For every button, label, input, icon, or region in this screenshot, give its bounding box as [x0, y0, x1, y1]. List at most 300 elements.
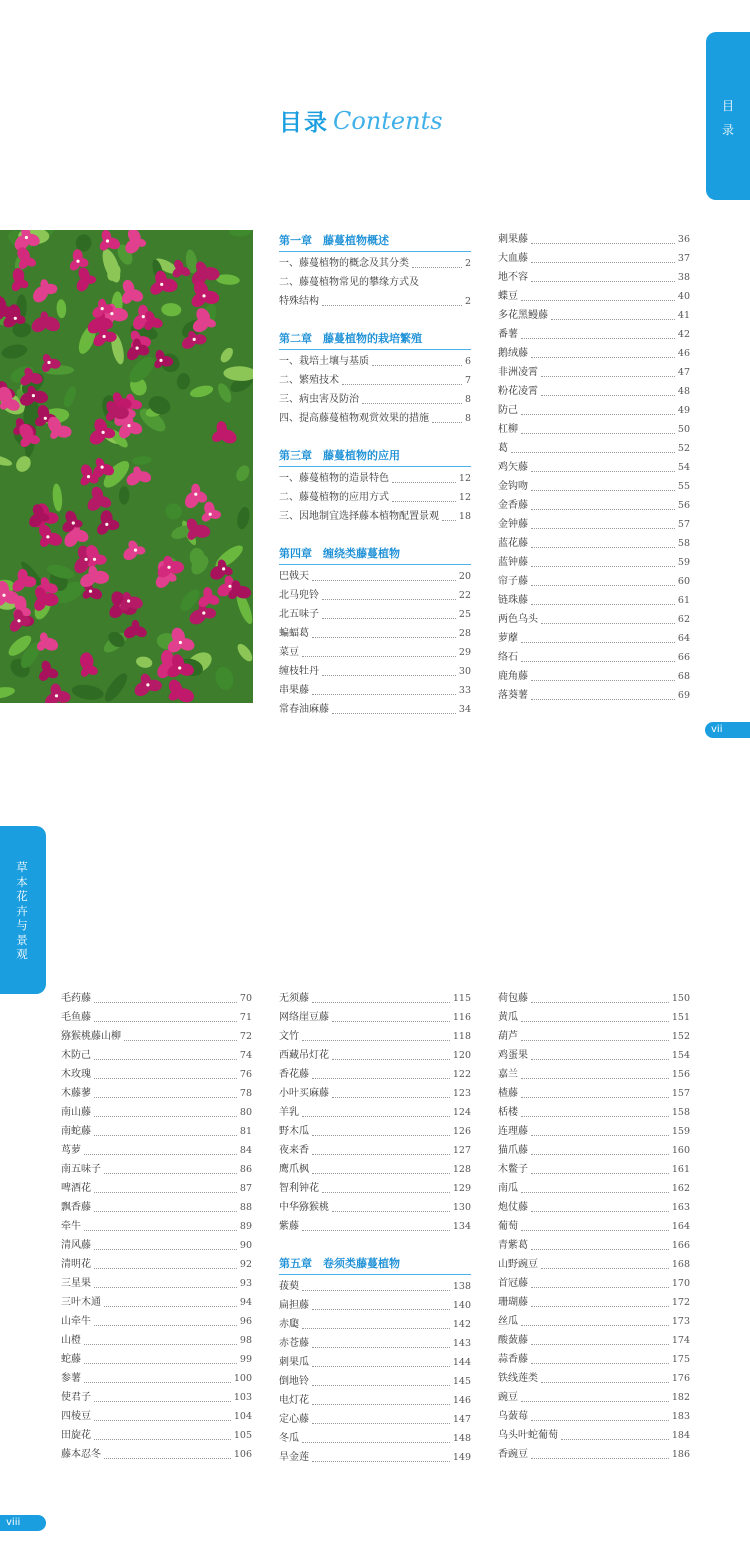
toc-entry[interactable] [498, 667, 690, 686]
toc-entry[interactable] [61, 1008, 252, 1027]
toc-entry[interactable] [498, 1350, 690, 1369]
entry-page-number: 170 [671, 1278, 690, 1289]
entry-page-number: 68 [677, 671, 690, 682]
toc-entry[interactable] [498, 1103, 690, 1122]
chapter-heading[interactable]: 第四章 缠绕类藤蔓植物 [279, 543, 471, 565]
dot-leader [521, 1078, 669, 1079]
toc-entry[interactable] [498, 230, 690, 249]
toc-entry[interactable] [61, 1331, 252, 1350]
toc-entry[interactable] [279, 409, 471, 428]
entry-title: 网络崖豆藤 [279, 1012, 329, 1023]
toc-entry[interactable] [498, 382, 690, 401]
entry-page-number: 88 [239, 1202, 252, 1213]
toc-entry[interactable] [61, 1255, 252, 1274]
entry-page-number: 18 [458, 511, 471, 522]
dot-leader [541, 376, 675, 377]
entry-title: 小叶买麻藤 [279, 1088, 329, 1099]
dot-leader [94, 1420, 231, 1421]
toc-entry[interactable] [498, 249, 690, 268]
entry-page-number: 148 [452, 1433, 471, 1444]
entry-title: 栝楼 [498, 1107, 518, 1118]
chapter-heading[interactable]: 第五章 卷须类藤蔓植物 [279, 1253, 471, 1275]
entry-page-number: 150 [671, 993, 690, 1004]
toc-entry[interactable] [498, 1217, 690, 1236]
dot-leader [312, 1078, 450, 1079]
toc-entry[interactable] [279, 1160, 471, 1179]
page-number-right: vii [705, 722, 750, 738]
entry-title: 二、藤蔓植物常见的攀缘方式及 [279, 277, 419, 288]
entry-page-number: 2 [464, 296, 471, 307]
toc-entry[interactable] [498, 401, 690, 420]
toc-entry[interactable] [279, 662, 471, 681]
toc-entry[interactable] [61, 1046, 252, 1065]
toc-entry[interactable] [279, 1353, 471, 1372]
entry-page-number: 74 [239, 1050, 252, 1061]
entry-title: 萝藦 [498, 633, 518, 644]
entry-title: 葛 [498, 443, 508, 454]
toc-entry[interactable] [279, 605, 471, 624]
title-chinese: 目录 [279, 110, 329, 136]
toc-entry[interactable] [61, 1179, 252, 1198]
entry-title: 连理藤 [498, 1126, 528, 1137]
toc-entry[interactable] [279, 469, 471, 488]
entry-page-number: 57 [677, 519, 690, 530]
entry-page-number: 81 [239, 1126, 252, 1137]
toc-entry[interactable] [498, 1312, 690, 1331]
toc-column-top-left [279, 230, 471, 719]
dot-leader [531, 490, 675, 491]
entry-title: 楂藤 [498, 1088, 518, 1099]
entry-page-number: 78 [239, 1088, 252, 1099]
entry-title: 使君子 [61, 1392, 91, 1403]
toc-entry[interactable] [279, 586, 471, 605]
toc-entry[interactable] [498, 325, 690, 344]
toc-entry[interactable] [498, 610, 690, 629]
dot-leader [312, 694, 456, 695]
entry-title: 防己 [498, 405, 518, 416]
toc-entry[interactable] [279, 1296, 471, 1315]
page-number-left: viii [0, 1515, 46, 1531]
dot-leader [312, 1309, 450, 1310]
entry-page-number: 37 [677, 253, 690, 264]
dot-leader [332, 1097, 450, 1098]
entry-page-number: 8 [464, 394, 471, 405]
entry-title: 清风藤 [61, 1240, 91, 1251]
entry-title: 蒜香藤 [498, 1354, 528, 1365]
entry-title: 南瓜 [498, 1183, 518, 1194]
entry-page-number: 59 [677, 557, 690, 568]
dot-leader [84, 1382, 231, 1383]
dot-leader [84, 1363, 237, 1364]
entry-page-number: 161 [671, 1164, 690, 1175]
toc-entry[interactable] [61, 1350, 252, 1369]
entry-title: 二、繁殖技术 [279, 375, 339, 386]
entry-page-number: 164 [671, 1221, 690, 1232]
toc-entry[interactable] [61, 1198, 252, 1217]
dot-leader [94, 1249, 237, 1250]
toc-entry[interactable] [498, 344, 690, 363]
toc-entry[interactable] [498, 1122, 690, 1141]
dot-leader [521, 1040, 669, 1041]
entry-page-number: 56 [677, 500, 690, 511]
section-spacer [279, 428, 471, 445]
toc-entry[interactable] [498, 1369, 690, 1388]
dot-leader [312, 1385, 450, 1386]
toc-entry[interactable] [498, 629, 690, 648]
entry-page-number: 64 [677, 633, 690, 644]
toc-entry[interactable] [498, 1426, 690, 1445]
dot-leader [521, 338, 675, 339]
toc-entry[interactable] [279, 254, 471, 273]
toc-entry[interactable] [279, 352, 471, 371]
dot-leader [521, 1325, 669, 1326]
toc-entry[interactable] [61, 1122, 252, 1141]
entry-page-number: 69 [677, 690, 690, 701]
dot-leader [561, 1439, 669, 1440]
toc-entry[interactable] [279, 1008, 471, 1027]
dot-leader [531, 1344, 669, 1345]
toc-entry[interactable] [498, 1388, 690, 1407]
entry-page-number: 94 [239, 1297, 252, 1308]
toc-entry[interactable] [279, 1141, 471, 1160]
entry-page-number: 147 [452, 1414, 471, 1425]
toc-entry[interactable] [498, 686, 690, 705]
entry-page-number: 128 [452, 1164, 471, 1175]
toc-entry[interactable] [61, 1160, 252, 1179]
entry-title: 乌蔹莓 [498, 1411, 528, 1422]
toc-entry[interactable] [498, 458, 690, 477]
toc-entry[interactable] [498, 496, 690, 515]
entry-page-number: 49 [677, 405, 690, 416]
entry-title: 木防己 [61, 1050, 91, 1061]
dot-leader [531, 1287, 669, 1288]
dot-leader [332, 713, 456, 714]
entry-title: 西藏吊灯花 [279, 1050, 329, 1061]
toc-entry[interactable] [61, 1293, 252, 1312]
dot-leader [531, 1249, 669, 1250]
dot-leader [94, 1401, 231, 1402]
toc-entry[interactable] [279, 1122, 471, 1141]
chapter-heading[interactable]: 第一章 藤蔓植物概述 [279, 230, 471, 252]
toc-entry[interactable] [498, 989, 690, 1008]
entry-title: 木藤蓼 [61, 1088, 91, 1099]
entry-page-number: 144 [452, 1357, 471, 1368]
entry-page-number: 38 [677, 272, 690, 283]
entry-page-number: 98 [239, 1335, 252, 1346]
entry-title: 炮仗藤 [498, 1202, 528, 1213]
entry-title: 猫爪藤 [498, 1145, 528, 1156]
entry-title: 山橙 [61, 1335, 81, 1346]
toc-entry[interactable] [498, 572, 690, 591]
dot-leader [94, 1325, 237, 1326]
dot-leader [312, 1404, 450, 1405]
toc-entry[interactable] [279, 1391, 471, 1410]
toc-entry[interactable] [498, 1407, 690, 1426]
toc-entry[interactable] [279, 1315, 471, 1334]
toc-entry[interactable] [498, 1445, 690, 1464]
toc-entry[interactable] [498, 515, 690, 534]
dot-leader [531, 699, 675, 700]
entry-title: 无须藤 [279, 993, 309, 1004]
entry-title: 刺果藤 [498, 234, 528, 245]
entry-page-number: 20 [458, 571, 471, 582]
entry-title: 南山藤 [61, 1107, 91, 1118]
entry-title: 络石 [498, 652, 518, 663]
toc-entry[interactable] [61, 1217, 252, 1236]
dot-leader [442, 520, 456, 521]
entry-title: 毛药藤 [61, 993, 91, 1004]
toc-entry[interactable] [279, 1277, 471, 1296]
toc-entry[interactable] [279, 1410, 471, 1429]
dot-leader [312, 1173, 450, 1174]
entry-title: 链珠藤 [498, 595, 528, 606]
entry-title: 蓝花藤 [498, 538, 528, 549]
toc-entry[interactable] [279, 989, 471, 1008]
dot-leader [531, 1135, 669, 1136]
entry-page-number: 66 [677, 652, 690, 663]
toc-entry[interactable] [498, 1084, 690, 1103]
entry-title: 冬瓜 [279, 1433, 299, 1444]
toc-entry[interactable] [279, 1065, 471, 1084]
toc-entry[interactable] [279, 1334, 471, 1353]
entry-title: 夜来香 [279, 1145, 309, 1156]
dot-leader [312, 1154, 450, 1155]
entry-title: 文竹 [279, 1031, 299, 1042]
entry-page-number: 99 [239, 1354, 252, 1365]
entry-page-number: 122 [452, 1069, 471, 1080]
toc-entry[interactable] [498, 1046, 690, 1065]
chapter-heading[interactable]: 第二章 藤蔓植物的栽培繁殖 [279, 328, 471, 350]
toc-entry[interactable] [498, 1236, 690, 1255]
dot-leader [312, 1423, 450, 1424]
toc-entry[interactable] [279, 567, 471, 586]
entry-title: 黄瓜 [498, 1012, 518, 1023]
entry-page-number: 84 [239, 1145, 252, 1156]
entry-page-number: 62 [677, 614, 690, 625]
entry-title: 山牵牛 [61, 1316, 91, 1327]
dot-leader [322, 599, 456, 600]
entry-title: 缠枝牡丹 [279, 666, 319, 677]
toc-entry[interactable] [279, 1198, 471, 1217]
dot-leader [332, 1021, 450, 1022]
toc-entry[interactable] [61, 1369, 252, 1388]
toc-entry[interactable] [279, 1372, 471, 1391]
entry-title: 木鳖子 [498, 1164, 528, 1175]
toc-entry[interactable] [279, 292, 471, 311]
toc-entry[interactable] [498, 477, 690, 496]
toc-entry[interactable] [279, 681, 471, 700]
toc-entry[interactable] [498, 1141, 690, 1160]
toc-entry[interactable] [279, 1103, 471, 1122]
dot-leader [551, 319, 675, 320]
toc-entry[interactable] [61, 1141, 252, 1160]
entry-page-number: 12 [458, 492, 471, 503]
toc-entry[interactable] [498, 1293, 690, 1312]
entry-page-number: 138 [452, 1281, 471, 1292]
entry-title: 地不容 [498, 272, 528, 283]
entry-title: 山野豌豆 [498, 1259, 538, 1270]
entry-page-number: 149 [452, 1452, 471, 1463]
toc-entry[interactable] [61, 1027, 252, 1046]
dot-leader [531, 585, 675, 586]
toc-entry[interactable] [498, 1160, 690, 1179]
toc-entry[interactable] [279, 643, 471, 662]
entry-page-number: 162 [671, 1183, 690, 1194]
toc-entry[interactable] [498, 553, 690, 572]
toc-entry[interactable] [61, 1426, 252, 1445]
dot-leader [521, 300, 675, 301]
entry-title: 倒地铃 [279, 1376, 309, 1387]
toc-column-bottom-middle [279, 989, 471, 1467]
entry-page-number: 163 [671, 1202, 690, 1213]
entry-page-number: 48 [677, 386, 690, 397]
toc-entry[interactable] [279, 488, 471, 507]
toc-entry[interactable] [498, 1274, 690, 1293]
toc-entry[interactable] [279, 1217, 471, 1236]
entry-page-number: 175 [671, 1354, 690, 1365]
dot-leader [94, 1059, 237, 1060]
dot-leader [531, 680, 675, 681]
dot-leader [94, 1097, 237, 1098]
toc-entry[interactable] [498, 591, 690, 610]
entry-page-number: 160 [671, 1145, 690, 1156]
entry-title: 香花藤 [279, 1069, 309, 1080]
dot-leader [392, 501, 456, 502]
toc-entry[interactable] [279, 1448, 471, 1467]
entry-title: 飘香藤 [61, 1202, 91, 1213]
entry-page-number: 124 [452, 1107, 471, 1118]
toc-entry[interactable] [279, 624, 471, 643]
toc-entry[interactable] [279, 1027, 471, 1046]
entry-title: 首冠藤 [498, 1278, 528, 1289]
toc-entry[interactable] [279, 371, 471, 390]
toc-entry[interactable] [498, 1065, 690, 1084]
dot-leader [531, 1363, 669, 1364]
toc-entry[interactable] [279, 507, 471, 526]
entry-title: 一、藤蔓植物的造景特色 [279, 473, 389, 484]
toc-entry[interactable] [498, 1198, 690, 1217]
entry-title: 一、栽培土壤与基质 [279, 356, 369, 367]
toc-entry[interactable] [498, 363, 690, 382]
entry-page-number: 29 [458, 647, 471, 658]
dot-leader [521, 1116, 669, 1117]
entry-page-number: 28 [458, 628, 471, 639]
entry-title: 茑萝 [61, 1145, 81, 1156]
entry-title: 落葵薯 [498, 690, 528, 701]
entry-title: 紫藤 [279, 1221, 299, 1232]
entry-page-number: 156 [671, 1069, 690, 1080]
entry-title: 大血藤 [498, 253, 528, 264]
dot-leader [531, 1059, 669, 1060]
entry-page-number: 129 [452, 1183, 471, 1194]
entry-title: 铁线莲类 [498, 1373, 538, 1384]
dot-leader [521, 433, 675, 434]
toc-entry[interactable] [279, 273, 471, 292]
toc-entry[interactable] [61, 989, 252, 1008]
toc-entry[interactable] [498, 306, 690, 325]
toc-entry[interactable] [61, 1236, 252, 1255]
entry-page-number: 126 [452, 1126, 471, 1137]
entry-title: 牵牛 [61, 1221, 81, 1232]
dot-leader [302, 1328, 450, 1329]
dot-leader [302, 1040, 450, 1041]
toc-entry[interactable] [498, 1255, 690, 1274]
toc-entry[interactable] [279, 700, 471, 719]
toc-entry[interactable] [498, 648, 690, 667]
entry-title: 香豌豆 [498, 1449, 528, 1460]
toc-entry[interactable] [279, 1084, 471, 1103]
entry-title: 鸡蛋果 [498, 1050, 528, 1061]
dot-leader [312, 580, 456, 581]
dot-leader [531, 281, 675, 282]
entry-title: 电灯花 [279, 1395, 309, 1406]
entry-title: 豌豆 [498, 1392, 518, 1403]
toc-entry[interactable] [279, 1429, 471, 1448]
chapter-heading[interactable]: 第三章 藤蔓植物的应用 [279, 445, 471, 467]
entry-title: 三、因地制宜选择藤本植物配置景观 [279, 511, 439, 522]
entry-page-number: 70 [239, 993, 252, 1004]
dot-leader [531, 604, 675, 605]
toc-entry[interactable] [498, 439, 690, 458]
entry-page-number: 105 [233, 1430, 252, 1441]
toc-entry[interactable] [498, 268, 690, 287]
toc-entry[interactable] [279, 1179, 471, 1198]
toc-entry[interactable] [279, 390, 471, 409]
toc-entry[interactable] [498, 420, 690, 439]
dot-leader [302, 1230, 450, 1231]
entry-page-number: 158 [671, 1107, 690, 1118]
entry-title: 刺果瓜 [279, 1357, 309, 1368]
toc-entry[interactable] [498, 1179, 690, 1198]
dot-leader [94, 1002, 237, 1003]
toc-entry[interactable] [498, 287, 690, 306]
entry-title: 嘉兰 [498, 1069, 518, 1080]
toc-entry[interactable] [498, 1027, 690, 1046]
entry-page-number: 145 [452, 1376, 471, 1387]
toc-entry[interactable] [61, 1274, 252, 1293]
entry-page-number: 46 [677, 348, 690, 359]
toc-entry[interactable] [61, 1312, 252, 1331]
dot-leader [541, 623, 675, 624]
bougainvillea-illustration [0, 230, 253, 703]
dot-leader [94, 1287, 237, 1288]
toc-entry[interactable] [61, 1103, 252, 1122]
toc-entry[interactable] [498, 534, 690, 553]
entry-page-number: 86 [239, 1164, 252, 1175]
toc-entry[interactable] [279, 1046, 471, 1065]
dot-leader [521, 1230, 669, 1231]
dot-leader [94, 1116, 237, 1117]
toc-entry[interactable] [498, 1331, 690, 1350]
entry-page-number: 166 [671, 1240, 690, 1251]
entry-title: 蛇藤 [61, 1354, 81, 1365]
toc-entry[interactable] [61, 1065, 252, 1084]
entry-title: 金钩吻 [498, 481, 528, 492]
toc-entry[interactable] [61, 1407, 252, 1426]
entry-title: 一、藤蔓植物的概念及其分类 [279, 258, 409, 269]
entry-title: 青紫葛 [498, 1240, 528, 1251]
entry-title: 北马兜铃 [279, 590, 319, 601]
toc-entry[interactable] [61, 1445, 252, 1464]
entry-page-number: 60 [677, 576, 690, 587]
dot-leader [84, 1230, 237, 1231]
toc-entry[interactable] [61, 1084, 252, 1103]
toc-entry[interactable] [61, 1388, 252, 1407]
dot-leader [342, 384, 462, 385]
dot-leader [531, 528, 675, 529]
dot-leader [531, 1002, 669, 1003]
toc-entry[interactable] [498, 1008, 690, 1027]
